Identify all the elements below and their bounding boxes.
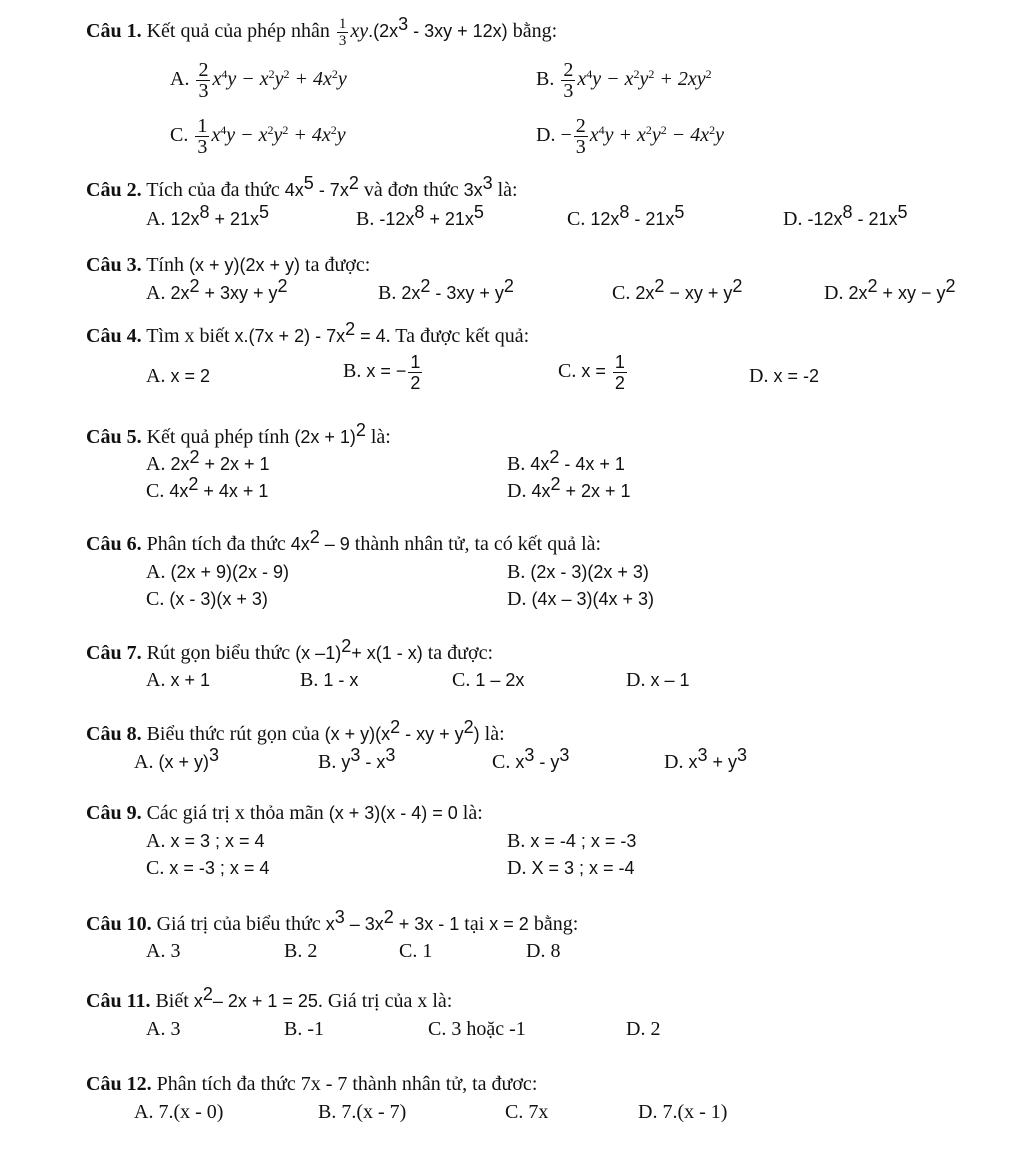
- fraction: $\frac{1}{3}$: [338, 16, 347, 49]
- option-11b[interactable]: B. -1: [284, 1018, 325, 1040]
- option-11d[interactable]: D. 2: [626, 1018, 661, 1040]
- option-3c[interactable]: C. $2x^2$ − xy + $y^2$: [612, 276, 743, 304]
- option-4c[interactable]: C. x = $\frac{1}{2}$: [558, 352, 625, 393]
- option-3a[interactable]: A. $2x^2 + 3xy + y^2$: [146, 276, 288, 304]
- option-12d[interactable]: D. 7.(x - 1): [638, 1101, 728, 1123]
- option-3d[interactable]: D. $2x^2$ + xy − $y^2$: [824, 276, 956, 304]
- question-label: Câu 8.: [86, 723, 142, 745]
- question-12: Câu 12. Phân tích đa thức 7x - 7 thành nhân tử, ta đươc:: [86, 1073, 538, 1095]
- option-6c[interactable]: C. (x - 3)(x + 3): [146, 588, 268, 610]
- question-9: Câu 9. Các giá trị x thỏa mãn (x + 3)(x - 4) = 0 là:: [86, 802, 483, 824]
- question-8: Câu 8. Biểu thức rút gọn của $(x + y)(x^2$ - xy + $y^2$) là:: [86, 717, 505, 745]
- option-1d[interactable]: D. − $\frac{2}{3}$ $x^4y + x^2y^2 - 4x^2y$: [536, 115, 725, 158]
- option-1a[interactable]: A. $\frac{2}{3}$ $x^4y - x^2y^2 + 4x^2y$: [170, 59, 347, 102]
- question-text: Kết quả của phép nhân: [141, 20, 330, 43]
- option-9d[interactable]: D. X = 3 ; x = -4: [507, 857, 635, 879]
- question-7: Câu 7. Rút gọn biểu thức (x –1)$^2$+ x(1 - x) ta được:: [86, 636, 494, 664]
- option-3b[interactable]: B. $2x^2 - 3xy + y^2$: [378, 276, 514, 304]
- question-5: Câu 5. Kết quả phép tính $(2x + 1)^2$ là:: [86, 420, 391, 448]
- option-5d[interactable]: D. $4x^2 + 2x + 1$: [507, 474, 631, 502]
- question-label: Câu 11.: [86, 990, 151, 1012]
- option-1c[interactable]: C. $\frac{1}{3}$ $x^4y - x^2y^2 + 4x^2y$: [170, 115, 346, 158]
- option-7b[interactable]: B. 1 - x: [300, 669, 359, 691]
- option-10a[interactable]: A. 3: [146, 940, 181, 962]
- option-9c[interactable]: C. x = -3 ; x = 4: [146, 857, 270, 879]
- option-6b[interactable]: B. (2x - 3)(2x + 3): [507, 561, 649, 583]
- question-label: Câu 9.: [86, 802, 142, 824]
- option-10d[interactable]: D. 8: [526, 940, 561, 962]
- option-4b[interactable]: B. x = − $\frac{1}{2}$: [343, 352, 421, 393]
- question-label: Câu 12.: [86, 1073, 152, 1095]
- option-12c[interactable]: C. 7x: [505, 1101, 549, 1123]
- option-5c[interactable]: C. $4x^2 + 4x + 1$: [146, 474, 269, 502]
- option-8d[interactable]: D. $x^3 + y^3$: [664, 745, 747, 773]
- option-8b[interactable]: B. $y^3 - x^3$: [318, 745, 396, 773]
- option-10c[interactable]: C. 1: [399, 940, 433, 962]
- question-6: Câu 6. Phân tích đa thức $4x^2 - 9$ thành nhân tử, ta có kết quả là:: [86, 527, 602, 555]
- question-4: Câu 4. Tìm x biết $x.(7x + 2) - 7x^2 = 4$. Ta được kết quả:: [86, 319, 530, 347]
- option-7d[interactable]: D. x – 1: [626, 669, 690, 691]
- question-label: Câu 1.: [86, 20, 142, 43]
- question-11: Câu 11. Biết $x^2-$ 2x + 1 = 25. Giá trị của x là:: [86, 984, 453, 1012]
- option-6d[interactable]: D. (4x – 3)(4x + 3): [507, 588, 654, 610]
- option-5b[interactable]: B. $4x^2 - 4x + 1$: [507, 447, 625, 475]
- option-2b[interactable]: B. $-12x^8 + 21x^5$: [356, 202, 484, 230]
- question-10: Câu 10. Giá trị của biểu thức $x^3 - 3x^2 + 3x - 1$ tại x = 2 bằng:: [86, 907, 579, 935]
- option-1b[interactable]: B. $\frac{2}{3}$ $x^4y - x^2y^2 + 2xy^2$: [536, 59, 712, 102]
- option-9a[interactable]: A. x = 3 ; x = 4: [146, 830, 265, 852]
- option-4a[interactable]: A. x = 2: [146, 365, 210, 387]
- option-2a[interactable]: A. $12x^8 + 21x^5$: [146, 202, 270, 230]
- option-11c[interactable]: C. 3 hoặc -1: [428, 1018, 526, 1040]
- option-12a[interactable]: A. 7.(x - 0): [134, 1101, 224, 1123]
- option-2c[interactable]: C. $12x^8 - 21x^5$: [567, 202, 685, 230]
- option-7a[interactable]: A. x + 1: [146, 669, 210, 691]
- question-1: Câu 1. Kết quả của phép nhân $\frac{1}{3}$ $xy.(2x^3 - 3xy + 12x)$ bằng:: [86, 14, 558, 49]
- option-5a[interactable]: A. $2x^2 + 2x + 1$: [146, 447, 270, 475]
- question-3: Câu 3. Tính (x + y)(2x + y) ta được:: [86, 254, 371, 276]
- option-8c[interactable]: C. $x^3 - y^3$: [492, 745, 570, 773]
- question-label: Câu 3.: [86, 254, 142, 276]
- question-label: Câu 7.: [86, 642, 142, 664]
- option-6a[interactable]: A. (2x + 9)(2x - 9): [146, 561, 289, 583]
- option-11a[interactable]: A. 3: [146, 1018, 181, 1040]
- option-10b[interactable]: B. 2: [284, 940, 318, 962]
- option-12b[interactable]: B. 7.(x - 7): [318, 1101, 407, 1123]
- option-7c[interactable]: C. 1 – 2x: [452, 669, 525, 691]
- option-8a[interactable]: A. $(x + y)^3$: [134, 745, 219, 773]
- question-label: Câu 2.: [86, 179, 142, 201]
- option-4d[interactable]: D. x = -2: [749, 365, 819, 387]
- question-label: Câu 10.: [86, 913, 152, 935]
- question-label: Câu 5.: [86, 426, 142, 448]
- option-9b[interactable]: B. x = -4 ; x = -3: [507, 830, 637, 852]
- question-2: Câu 2. Tích của đa thức $4x^5 - 7x^2$ và đơn thức $3x^3$ là:: [86, 173, 518, 201]
- question-label: Câu 6.: [86, 533, 142, 555]
- question-label: Câu 4.: [86, 325, 142, 347]
- option-2d[interactable]: D. $-12x^8 - 21x^5$: [783, 202, 908, 230]
